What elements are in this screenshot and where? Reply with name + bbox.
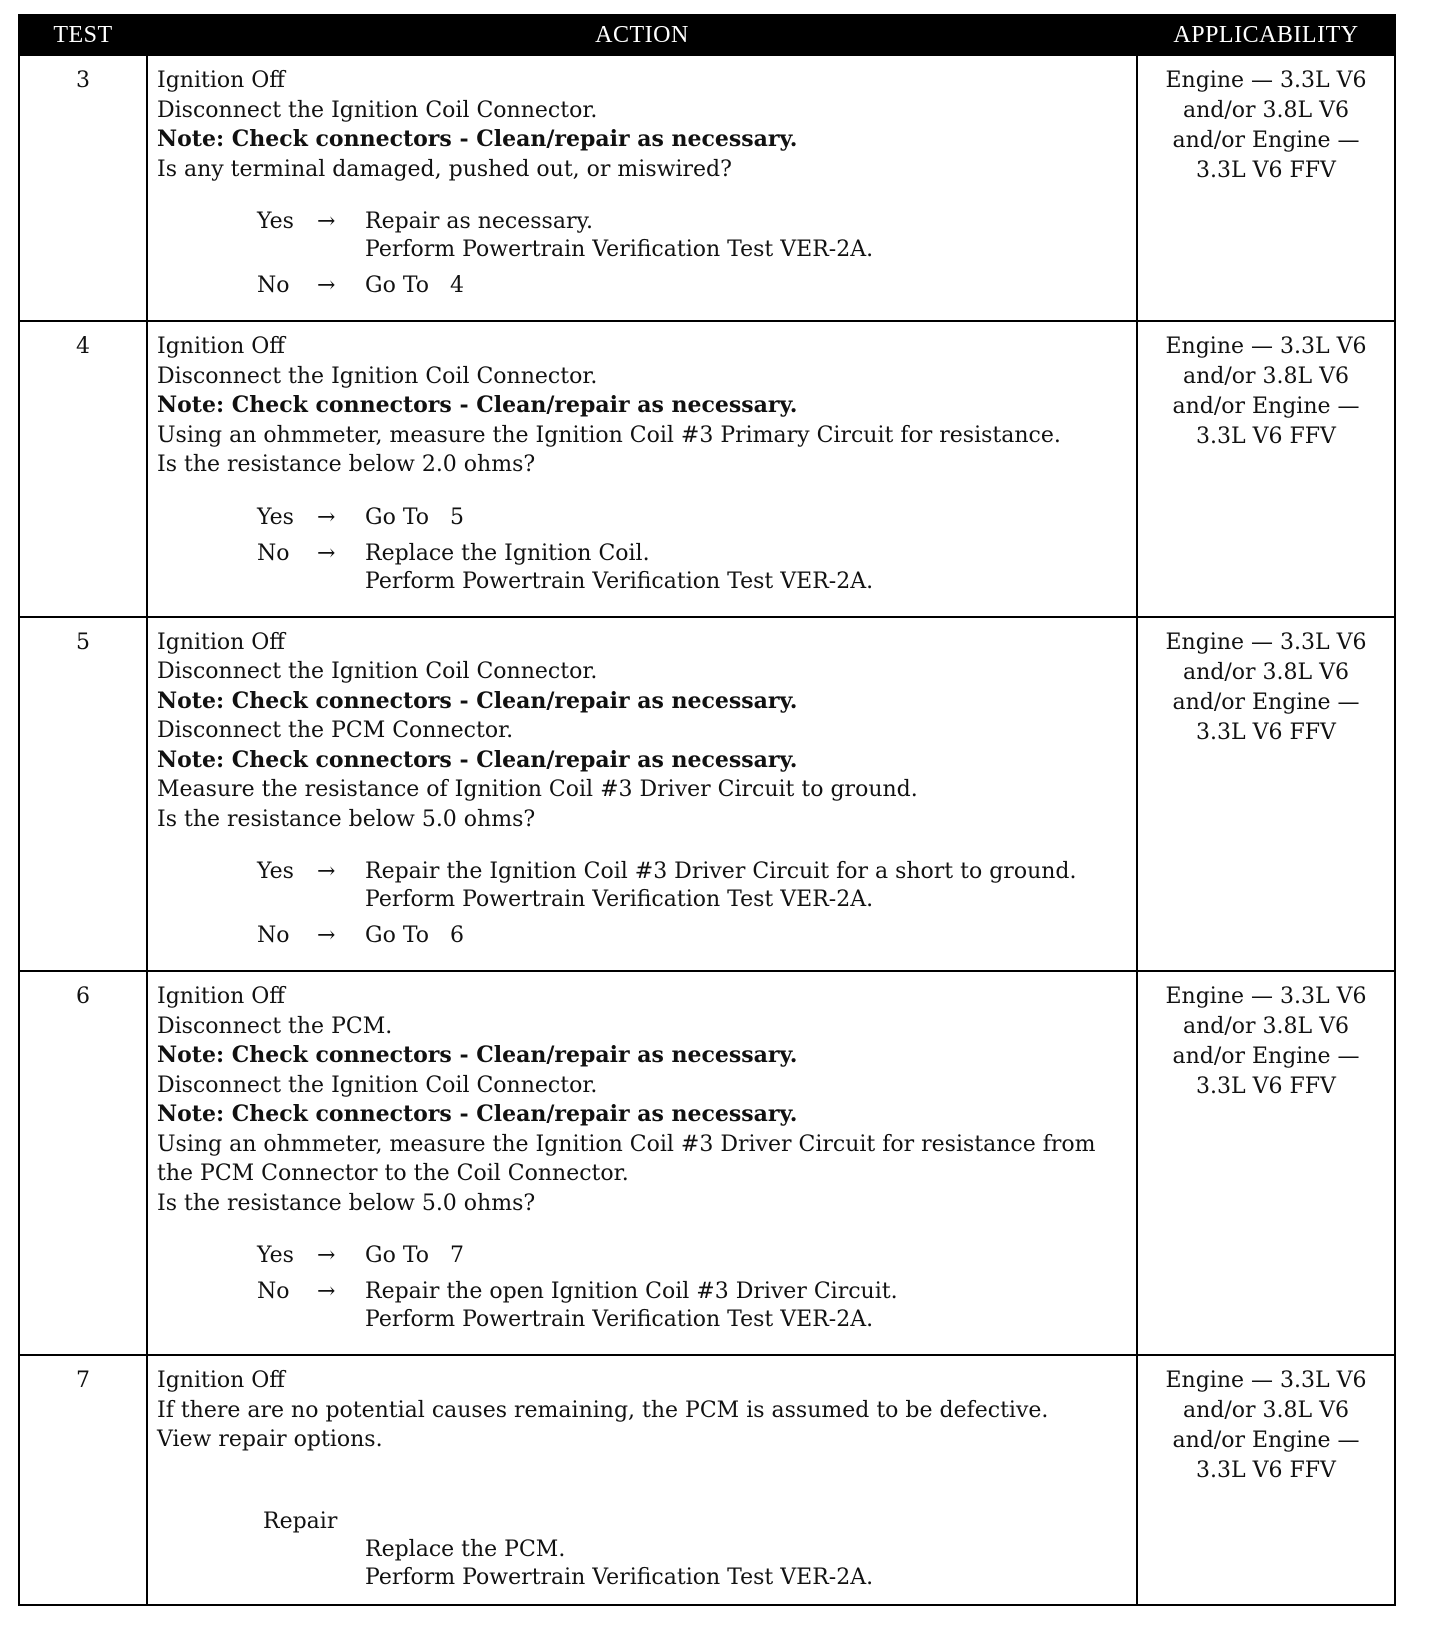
test-number: 4 <box>19 321 147 617</box>
response-body <box>365 1242 1128 1270</box>
response-body <box>365 272 1128 300</box>
response-label: Yes <box>257 859 294 884</box>
applicability-cell <box>1137 321 1395 617</box>
action-cell <box>147 971 1137 1355</box>
action-line: Disconnect the Ignition Coil Connector. <box>157 1072 598 1098</box>
applicability-line: and/or Engine — <box>1172 394 1360 419</box>
action-line: Measure the resistance of Ignition Coil #3 Driver Circuit to ground. <box>157 777 918 802</box>
response-label: Yes <box>257 504 294 530</box>
response-line: Repair the Ignition Coil #3 Driver Circuit for a short to ground. <box>365 859 1077 884</box>
table-row <box>19 1355 1395 1605</box>
response-line: Go To 4 <box>365 273 464 298</box>
table-row <box>19 617 1395 972</box>
arrow-icon: → <box>317 859 336 884</box>
no-response <box>257 922 1128 950</box>
applicability-line: Engine — 3.3L V6 <box>1165 1368 1367 1393</box>
repair-line: Perform Powertrain Verification Test VER-2A. <box>365 1565 874 1590</box>
response-line: Repair as necessary. <box>365 209 593 234</box>
note-line: Note: Check connectors - Clean/repair as necessary. <box>157 1042 798 1068</box>
action-line: Using an ohmmeter, measure the Ignition Coil #3 Primary Circuit for resistance. <box>157 422 1061 448</box>
arrow-icon: → <box>317 540 336 566</box>
response-line: Perform Powertrain Verification Test VER-2A. <box>365 1307 874 1332</box>
action-line: Disconnect the Ignition Coil Connector. <box>157 97 598 123</box>
yes-response <box>257 208 1128 264</box>
response-body <box>365 858 1128 914</box>
response-body <box>365 504 1128 532</box>
response-label: No <box>257 923 290 948</box>
response-line: Go To 6 <box>365 923 464 948</box>
action-line: Ignition Off <box>157 1368 285 1393</box>
no-response <box>257 272 1128 300</box>
action-line: Is any terminal damaged, pushed out, or miswired? <box>157 156 732 182</box>
response-line: Perform Powertrain Verification Test VER-2A. <box>365 887 874 912</box>
action-line: Is the resistance below 5.0 ohms? <box>157 1190 536 1216</box>
header-test: TEST <box>19 15 147 55</box>
arrow-icon: → <box>317 504 336 530</box>
applicability-line: and/or 3.8L V6 <box>1182 1014 1349 1039</box>
applicability-line: 3.3L V6 FFV <box>1196 1074 1336 1099</box>
applicability-line: 3.3L V6 FFV <box>1196 1458 1336 1483</box>
action-line: Disconnect the PCM. <box>157 1013 393 1039</box>
repair-label: Repair <box>263 1508 338 1534</box>
applicability-line: and/or Engine — <box>1172 1044 1360 1069</box>
table-header <box>19 15 1395 55</box>
note-line: Note: Check connectors - Clean/repair as necessary. <box>157 1101 798 1127</box>
action-line: Using an ohmmeter, measure the Ignition Coil #3 Driver Circuit for resistance from <box>157 1131 1096 1157</box>
applicability-line: Engine — 3.3L V6 <box>1165 68 1367 93</box>
note-line: Note: Check connectors - Clean/repair as necessary. <box>157 126 798 152</box>
repair-body <box>365 1536 1128 1592</box>
arrow-icon: → <box>317 273 336 298</box>
action-cell <box>147 55 1137 321</box>
response-label: No <box>257 273 290 298</box>
yes-response <box>257 504 1128 532</box>
note-line: Note: Check connectors - Clean/repair as necessary. <box>157 746 798 773</box>
test-number: 3 <box>19 55 147 321</box>
action-line: the PCM Connector to the Coil Connector. <box>157 1161 629 1186</box>
action-line: If there are no potential causes remaining, the PCM is assumed to be defective. <box>157 1397 1049 1423</box>
table-row <box>19 321 1395 617</box>
test-number: 6 <box>19 971 147 1355</box>
action-line: View repair options. <box>157 1427 383 1452</box>
response-label: No <box>257 1279 290 1304</box>
table-body <box>19 55 1395 1605</box>
action-line: Disconnect the Ignition Coil Connector. <box>157 363 598 389</box>
spacer <box>157 1218 1128 1234</box>
table-row <box>19 55 1395 321</box>
arrow-icon: → <box>317 923 336 948</box>
response-line: Replace the Ignition Coil. <box>365 540 650 566</box>
table-row <box>19 971 1395 1355</box>
spacer <box>157 480 1128 496</box>
repair-line: Replace the PCM. <box>365 1537 566 1562</box>
header-applicability: APPLICABILITY <box>1137 15 1395 55</box>
action-cell <box>147 1355 1137 1605</box>
response-body <box>365 208 1128 264</box>
action-cell <box>147 321 1137 617</box>
applicability-line: and/or 3.8L V6 <box>1182 1398 1349 1423</box>
response-line: Repair the open Ignition Coil #3 Driver Circuit. <box>365 1279 898 1304</box>
yes-response <box>257 858 1128 914</box>
applicability-line: and/or 3.8L V6 <box>1182 364 1349 389</box>
repair-options <box>263 1507 1128 1593</box>
action-line: Ignition Off <box>157 984 285 1009</box>
applicability-line: and/or 3.8L V6 <box>1182 98 1349 123</box>
action-cell <box>147 617 1137 972</box>
action-line: Is the resistance below 2.0 ohms? <box>157 452 536 477</box>
action-line: Ignition Off <box>157 68 285 93</box>
spacer <box>157 184 1128 200</box>
response-label: Yes <box>257 209 294 234</box>
no-response <box>257 1278 1128 1334</box>
applicability-cell <box>1137 55 1395 321</box>
response-line: Go To 5 <box>365 504 464 530</box>
applicability-line: and/or Engine — <box>1172 128 1360 153</box>
response-body <box>365 1278 1128 1334</box>
note-line: Note: Check connectors - Clean/repair as necessary. <box>157 687 798 714</box>
test-number: 7 <box>19 1355 147 1605</box>
response-line: Perform Powertrain Verification Test VER-2A. <box>365 568 874 594</box>
diagnostic-test-table <box>18 14 1396 1606</box>
arrow-icon: → <box>317 209 336 234</box>
response-label: Yes <box>257 1243 294 1268</box>
response-body <box>365 922 1128 950</box>
yes-response <box>257 1242 1128 1270</box>
response-line: Perform Powertrain Verification Test VER-2A. <box>365 237 874 262</box>
applicability-cell <box>1137 1355 1395 1605</box>
applicability-line: 3.3L V6 FFV <box>1196 719 1336 745</box>
header-row <box>19 15 1395 55</box>
applicability-line: Engine — 3.3L V6 <box>1165 334 1367 359</box>
applicability-line: 3.3L V6 FFV <box>1196 158 1336 183</box>
note-line: Note: Check connectors - Clean/repair as necessary. <box>157 392 798 418</box>
response-label: No <box>257 540 290 566</box>
action-line: Is the resistance below 5.0 ohms? <box>157 806 536 832</box>
applicability-line: 3.3L V6 FFV <box>1196 424 1336 449</box>
spacer <box>157 1455 1128 1499</box>
response-body <box>365 540 1128 596</box>
action-line: Disconnect the PCM Connector. <box>157 718 514 743</box>
applicability-line: and/or 3.8L V6 <box>1182 659 1349 685</box>
applicability-line: and/or Engine — <box>1172 689 1360 715</box>
diagnostic-table-page <box>18 14 1394 1636</box>
spacer <box>157 834 1128 850</box>
action-line: Ignition Off <box>157 334 285 359</box>
action-line: Disconnect the Ignition Coil Connector. <box>157 659 598 684</box>
arrow-icon: → <box>317 1243 336 1268</box>
applicability-line: Engine — 3.3L V6 <box>1165 629 1367 655</box>
applicability-cell <box>1137 617 1395 972</box>
applicability-cell <box>1137 971 1395 1355</box>
header-action: ACTION <box>147 15 1137 55</box>
response-line: Go To 7 <box>365 1243 464 1268</box>
no-response <box>257 540 1128 596</box>
applicability-line: Engine — 3.3L V6 <box>1165 984 1367 1009</box>
test-number: 5 <box>19 617 147 972</box>
applicability-line: and/or Engine — <box>1172 1428 1360 1453</box>
arrow-icon: → <box>317 1279 336 1304</box>
action-line: Ignition Off <box>157 629 285 655</box>
